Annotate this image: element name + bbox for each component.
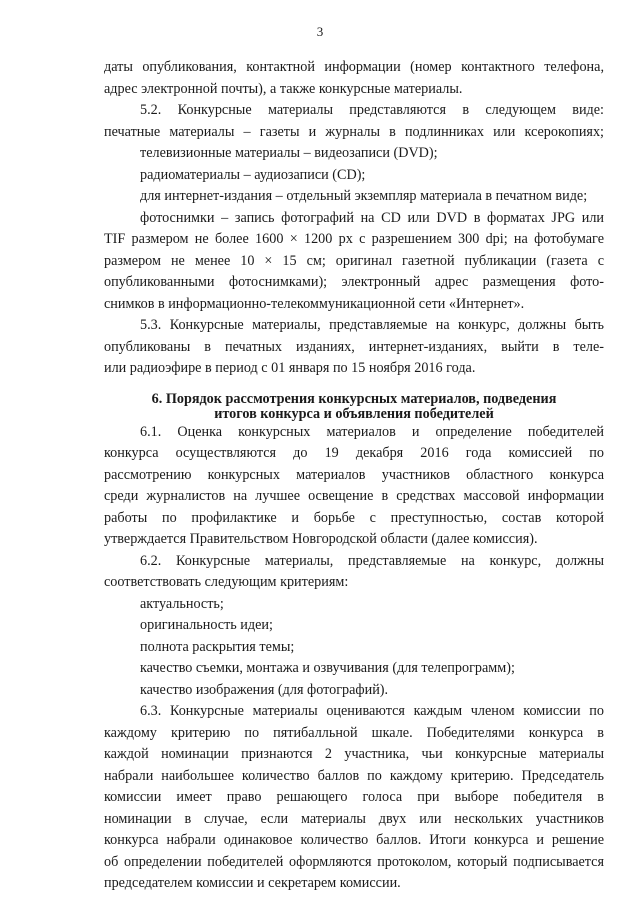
- text-line: даты опубликования, контактной информации (номер контактного телефона,: [104, 59, 604, 75]
- text-line: конкурса осуществляются до 19 декабря 2016 года комиссией по: [104, 445, 604, 461]
- text-line: работы по профилактике и борьбе с преступностью, состав которой: [104, 509, 604, 526]
- criteria-item: качество изображения (для фотографий).: [140, 681, 389, 698]
- text-line: 5.2. Конкурсные материалы представляются в следующем виде:: [140, 102, 604, 118]
- section-6-heading: [104, 392, 604, 422]
- text-line: соответствовать следующим критериям:: [104, 574, 349, 590]
- page-number: 3: [316, 24, 324, 39]
- text-line: об определении победителей оформляются протоколом, который подписывается: [104, 853, 604, 870]
- paragraph-5-2: [104, 100, 604, 315]
- text-line: TIF размером не более 1600 × 1200 px с разрешением 300 dpi; на фотобумаге: [104, 231, 604, 247]
- text-line: среди журналистов на лучшее освещение в средствах массовой информации: [104, 488, 604, 504]
- text-line: комиссии имеет право решающего голоса при выборе победителя в: [104, 789, 604, 805]
- heading-line: 6. Порядок рассмотрения конкурсных материалов, подведения: [151, 390, 557, 407]
- paragraph-5-3: [104, 315, 604, 380]
- list-item-radio: радиоматериалы – аудиозаписи (CD);: [140, 166, 366, 183]
- text-line: фотоснимки – запись фотографий на CD или DVD в форматах JPG или: [140, 209, 604, 226]
- text-line: конкурса набрали одинаковое количество баллов. Итоги конкурса и решение: [104, 832, 604, 848]
- text-line: 6.3. Конкурсные материалы оцениваются каждым членом комиссии по: [140, 703, 604, 719]
- text-line: каждой номинации признаются 2 участника, чьи конкурсные материалы: [104, 746, 604, 762]
- text-line: или радиоэфире в период с 01 января по 15 ноября 2016 года.: [104, 360, 476, 376]
- text-line: номинации в случае, если материалы двух или нескольких участников: [104, 810, 604, 827]
- text-line: 6.2. Конкурсные материалы, представляемые на конкурс, должны: [140, 552, 604, 569]
- text-line: каждому критерию по пятибалльной шкале. Победителями конкурса в: [104, 724, 604, 741]
- criteria-item: полнота раскрытия темы;: [140, 638, 295, 655]
- text-line: набрали наибольшее количество баллов по каждому критерию. Председатель: [104, 767, 604, 784]
- list-item-web: для интернет-издания – отдельный экземпляр материала в печатном виде;: [140, 188, 588, 204]
- text-line: опубликованы в печатных изданиях, интернет-изданиях, выйти в теле-: [104, 338, 604, 355]
- text-line: адрес электронной почты), а также конкурсные материалы.: [104, 80, 463, 97]
- text-line: утверждается Правительством Новгородской области (далее комиссия).: [104, 531, 538, 547]
- list-item-tv: телевизионные материалы – видеозаписи (DVD);: [140, 145, 438, 161]
- paragraph-6-2: [104, 551, 604, 702]
- text-line: 6.1. Оценка конкурсных материалов и определение победителей: [140, 423, 604, 440]
- text-line: размером не менее 10 × 15 см; оригинал газетной публикации (газета с: [104, 252, 604, 269]
- document-body: [104, 57, 604, 895]
- paragraph-6-3: [104, 701, 604, 895]
- heading-line: итогов конкурса и объявления победителей: [214, 405, 494, 422]
- text-line: 5.3. Конкурсные материалы, представляемые на конкурс, должны быть: [140, 317, 604, 333]
- criteria-item: актуальность;: [140, 595, 224, 612]
- text-line: рассмотрению конкурсных материалов участников областного конкурса: [104, 466, 604, 483]
- paragraph-6-1: [104, 422, 604, 551]
- paragraph-5-1-tail: [104, 57, 604, 100]
- criteria-item: оригинальность идеи;: [140, 617, 273, 633]
- text-line: опубликованными фотоснимками); электронный адрес размещения фото-: [104, 274, 604, 290]
- text-line: печатные материалы – газеты и журналы в подлинниках или ксерокопиях;: [104, 123, 604, 140]
- text-line: председателем комиссии и секретарем комиссии.: [104, 875, 401, 891]
- criteria-item: качество съемки, монтажа и озвучивания (для телепрограмм);: [140, 660, 515, 676]
- text-line: снимков в информационно-телекоммуникационной сети «Интернет».: [104, 295, 525, 312]
